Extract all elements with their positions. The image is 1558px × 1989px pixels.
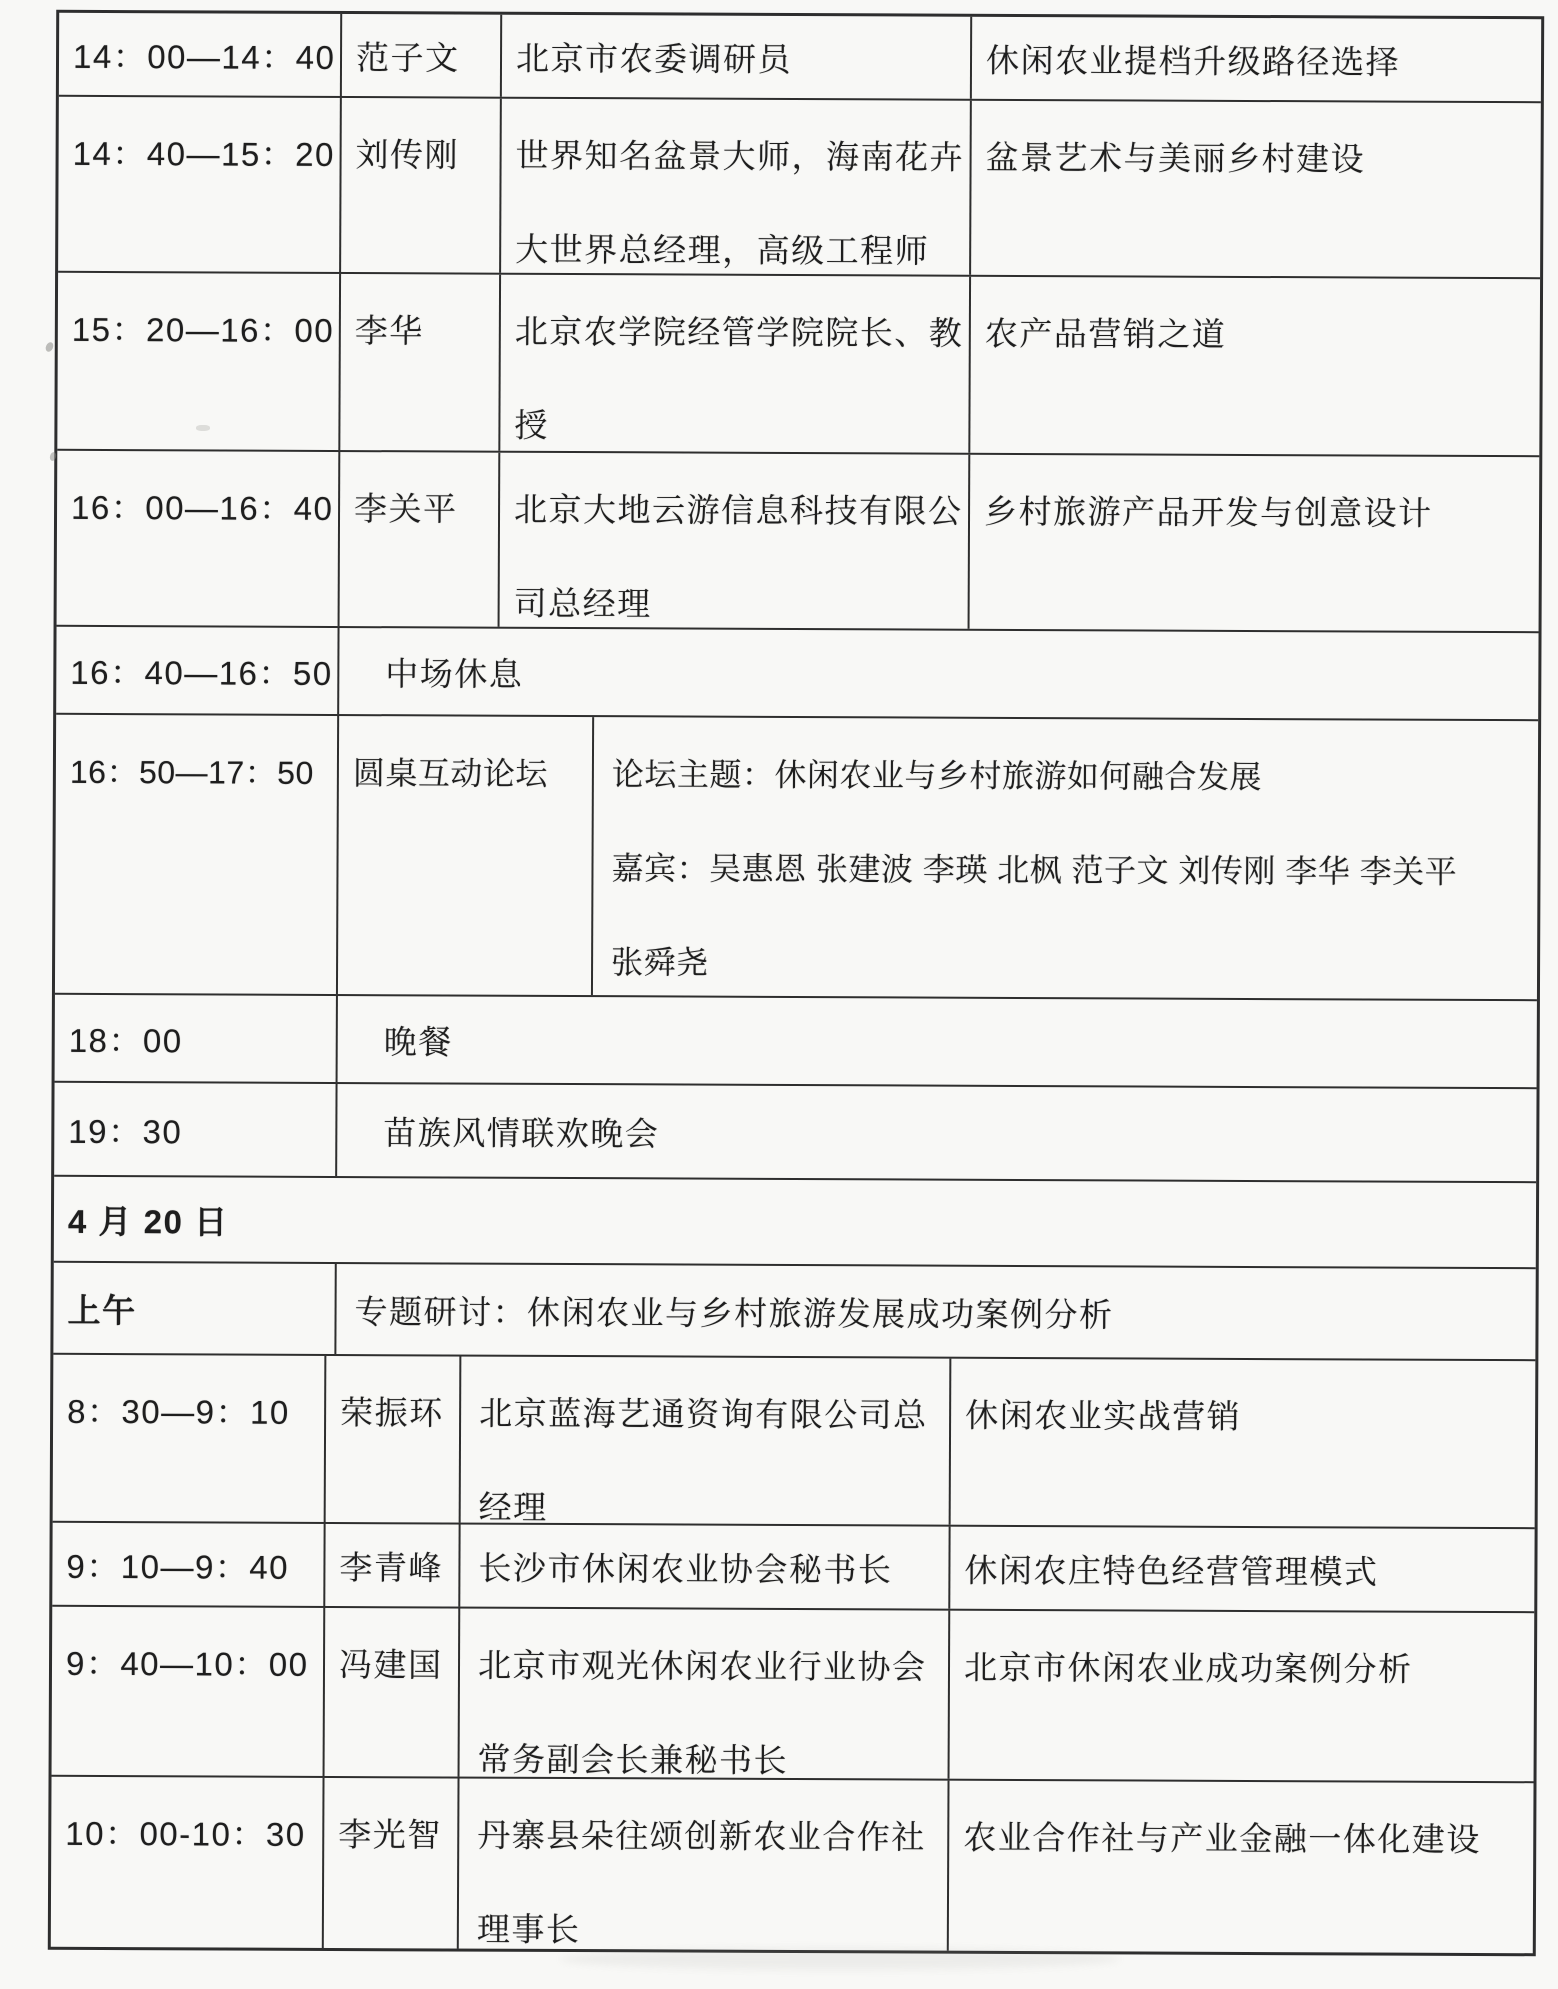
time-text: 8：30—9：10: [67, 1392, 290, 1431]
affiliation-cell: [500, 275, 971, 453]
affiliation-text: 北京农学院经管学院院长、教: [514, 312, 964, 352]
topic-text: 北京市休闲农业成功案例分析: [963, 1648, 1413, 1688]
affiliation-text: 大世界总经理，高级工程师: [515, 230, 930, 270]
affiliation-text: 世界知名盆景大师，海南花卉: [515, 136, 965, 176]
affiliation-text: 北京蓝海艺通资询有限公司总: [479, 1394, 928, 1434]
time-text: 9：40—10：00: [65, 1644, 309, 1683]
time-cell: [57, 451, 341, 626]
affiliation-text: 长沙市休闲农业协会秘书长: [478, 1549, 893, 1588]
time-text: 14：40—15：20: [72, 134, 336, 173]
forum-guests: 张舜尧: [611, 944, 709, 981]
agenda-row-session-header: [53, 1263, 1535, 1361]
topic-text: 乡村旅游产品开发与创意设计: [983, 492, 1433, 532]
content-text: 苗族风情联欢晚会: [383, 1113, 660, 1152]
topic-text: 休闲农庄特色经营管理模式: [964, 1551, 1379, 1591]
affiliation-cell: [501, 99, 972, 275]
affiliation-cell: [459, 1779, 950, 1951]
agenda-row: [57, 273, 1540, 457]
affiliation-text: 北京市观光休闲农业行业协会: [477, 1646, 927, 1686]
time-cell: [52, 1523, 325, 1606]
content-text: 专题研讨：休闲农业与乡村旅游发展成功案例分析: [354, 1292, 1114, 1333]
speaker-name: 荣振环: [340, 1394, 444, 1432]
time-cell: [55, 715, 339, 994]
time-text: 15：20—16：00: [71, 310, 335, 349]
time-text: 16：40—16：50: [70, 653, 333, 692]
date-cell: [54, 1177, 1536, 1267]
affiliation-text: 北京市农委调研员: [515, 39, 793, 78]
time-cell: [57, 273, 341, 450]
speaker-name: 冯建国: [338, 1646, 443, 1684]
scan-speck: [44, 341, 55, 353]
scan-smudge: [560, 1948, 1120, 1970]
date-text: 4 月 20 日: [67, 1202, 229, 1241]
time-cell: [56, 627, 339, 714]
forum-content-cell: [593, 717, 1538, 999]
topic-cell: [972, 17, 1541, 101]
time-text: 9：10—9：40: [66, 1547, 290, 1586]
topic-text: 农产品营销之道: [984, 314, 1227, 353]
agenda-row: [52, 1607, 1535, 1783]
speaker-cell: [325, 1524, 460, 1607]
topic-text: 休闲农业提档升级路径选择: [985, 41, 1401, 81]
speaker-name: 李华: [354, 312, 424, 350]
time-cell: [53, 1263, 336, 1354]
affiliation-text: 司总经理: [513, 584, 652, 623]
topic-cell: [970, 277, 1540, 455]
affiliation-text: 经理: [478, 1488, 548, 1526]
time-cell: [59, 13, 342, 96]
content-text: 晚餐: [383, 1022, 453, 1061]
content-text: 中场休息: [385, 654, 524, 693]
agenda-row: [58, 97, 1541, 279]
affiliation-cell: [460, 1525, 950, 1609]
time-cell: [52, 1607, 326, 1776]
affiliation-cell: [461, 1357, 952, 1525]
time-cell: [51, 1777, 325, 1948]
affiliation-text: 授: [514, 406, 550, 444]
time-cell: [54, 1083, 337, 1176]
speaker-cell: [326, 1356, 462, 1523]
forum-label: 圆桌互动论坛: [352, 755, 549, 792]
speaker-name: 李青峰: [339, 1548, 444, 1586]
time-cell: [53, 1355, 327, 1522]
affiliation-text: 北京大地云游信息科技有限公: [513, 490, 963, 530]
speaker-name: 李光智: [338, 1816, 442, 1854]
forum-guests: 嘉宾：吴惠恩 张建波 李瑛 北枫 范子文 刘传刚 李华 李关平: [611, 850, 1458, 890]
speaker-cell: [342, 14, 502, 97]
agenda-row: [51, 1777, 1534, 1953]
speaker-cell: [341, 98, 502, 273]
agenda-row: [52, 1523, 1534, 1613]
topic-text: 农业合作社与产业金融一体化建设: [963, 1818, 1481, 1858]
topic-cell: [950, 1611, 1535, 1782]
time-text: 16：00—16：40: [70, 488, 334, 527]
affiliation-text: 常务副会长兼秘书长: [477, 1740, 789, 1779]
affiliation-text: 丹寨县朵往颂创新农业合作社: [477, 1816, 926, 1856]
agenda-table: [48, 10, 1544, 1956]
forum-label-cell: [338, 716, 594, 995]
affiliation-text: 理事长: [476, 1910, 581, 1949]
agenda-row-party: [54, 1083, 1536, 1183]
content-cell: [337, 1084, 1536, 1181]
time-text: 19：30: [68, 1112, 183, 1150]
time-cell: [55, 995, 338, 1082]
agenda-row: [59, 13, 1541, 103]
topic-cell: [951, 1359, 1536, 1528]
agenda-row-dinner: [55, 995, 1537, 1089]
agenda-row: [57, 451, 1540, 633]
agenda-row: [53, 1355, 1536, 1529]
topic-cell: [949, 1781, 1534, 1954]
topic-cell: [970, 455, 1540, 631]
speaker-cell: [324, 1778, 460, 1949]
time-text: 上午: [67, 1291, 137, 1329]
speaker-name: 刘传刚: [355, 136, 460, 174]
topic-text: 休闲农业实战营销: [965, 1396, 1242, 1435]
content-cell: [339, 628, 1538, 719]
time-text: 14：00—14：40: [72, 37, 336, 76]
speaker-cell: [340, 452, 501, 627]
time-text: 10：00-10：30: [65, 1814, 306, 1853]
speaker-cell: [325, 1608, 461, 1777]
agenda-row-forum: [55, 715, 1538, 1001]
time-text: 16：50—17：50: [69, 753, 314, 791]
affiliation-cell: [502, 15, 972, 99]
agenda-row-break: [56, 627, 1538, 721]
speaker-name: 李关平: [353, 490, 458, 528]
affiliation-cell: [500, 453, 971, 629]
agenda-row-date: [54, 1177, 1536, 1269]
topic-text: 盆景艺术与美丽乡村建设: [985, 138, 1366, 178]
affiliation-cell: [460, 1609, 951, 1779]
time-text: 18：00: [68, 1021, 183, 1059]
topic-cell: [950, 1527, 1534, 1612]
topic-cell: [971, 101, 1541, 277]
time-cell: [58, 97, 342, 272]
forum-theme: 论坛主题：休闲农业与乡村旅游如何融合发展: [611, 756, 1262, 796]
speaker-cell: [340, 274, 501, 451]
content-cell: [336, 1264, 1535, 1359]
speaker-name: 范子文: [355, 38, 460, 77]
scan-speck: [196, 425, 210, 431]
content-cell: [338, 996, 1537, 1087]
